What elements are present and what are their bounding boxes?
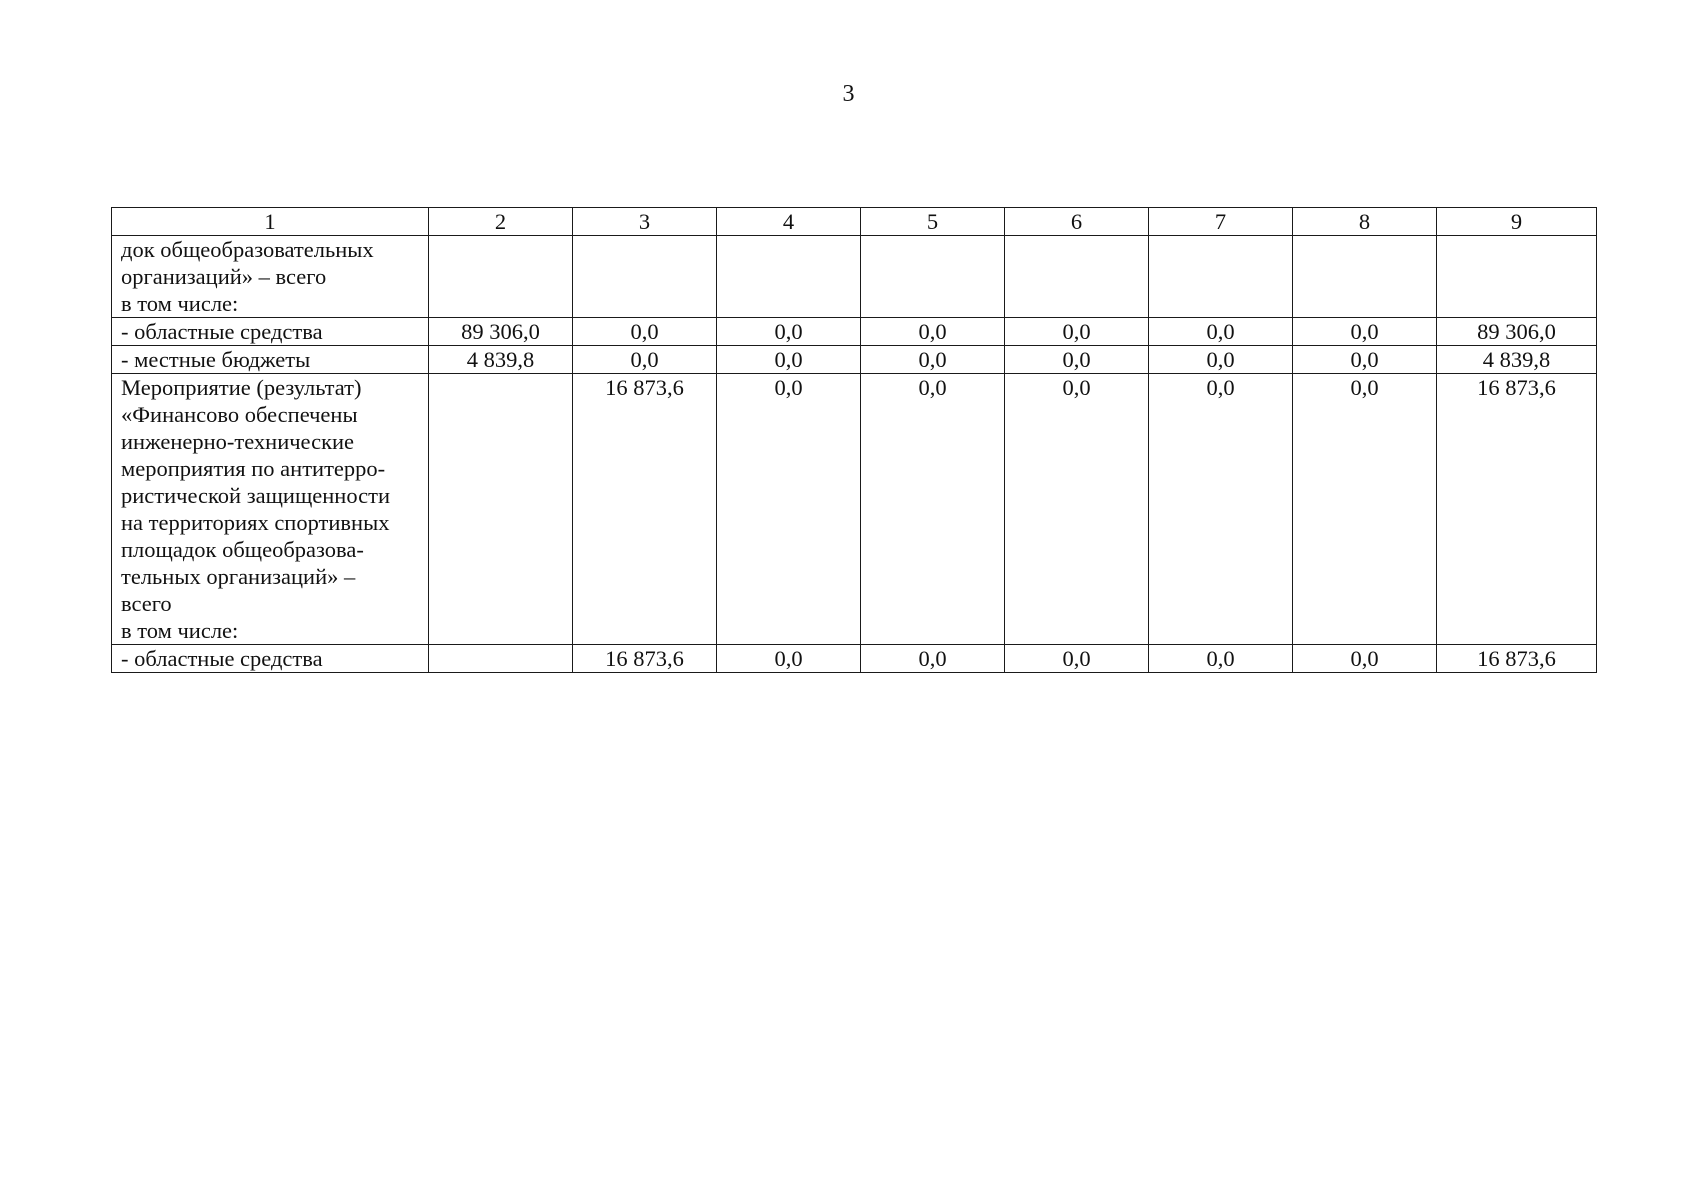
page-number: 3	[842, 81, 855, 107]
value-cell	[429, 645, 573, 673]
value-cell: 0,0	[861, 645, 1005, 673]
row-label-cell	[112, 318, 429, 346]
row-label-line: - областные средства	[121, 319, 323, 344]
row-label-line: мероприятия по антитерро-	[121, 456, 386, 481]
row-label-line: в том числе:	[121, 291, 239, 316]
value-cell	[1149, 236, 1293, 318]
budget-table	[111, 207, 1597, 673]
total-cell: 4 839,8	[1437, 346, 1597, 374]
value-cell: 0,0	[1005, 645, 1149, 673]
total-cell: 16 873,6	[1437, 645, 1597, 673]
table-row	[112, 318, 1597, 346]
total-cell: 16 873,6	[1437, 374, 1597, 645]
row-label-line: тельных организаций» –	[121, 564, 356, 589]
row-label-line: инженерно-технические	[121, 429, 355, 454]
table-row	[112, 374, 1597, 645]
row-label-line: док общеобразовательных	[121, 237, 374, 262]
value-cell: 4 839,8	[429, 346, 573, 374]
value-cell: 0,0	[861, 374, 1005, 645]
table-body	[112, 236, 1597, 673]
total-cell: 89 306,0	[1437, 318, 1597, 346]
value-cell: 89 306,0	[429, 318, 573, 346]
value-cell: 0,0	[717, 318, 861, 346]
value-cell	[1005, 236, 1149, 318]
value-cell	[1293, 236, 1437, 318]
row-label-line: ристической защищенности	[121, 483, 391, 508]
value-cell: 0,0	[861, 318, 1005, 346]
header-row	[112, 208, 1597, 236]
value-cell: 0,0	[1293, 645, 1437, 673]
value-cell: 0,0	[1005, 318, 1149, 346]
value-cell: 0,0	[1149, 374, 1293, 645]
value-cell: 0,0	[1293, 346, 1437, 374]
column-number-header: 9	[1437, 208, 1597, 236]
value-cell: 0,0	[573, 346, 717, 374]
row-label-cell	[112, 236, 429, 318]
value-cell: 0,0	[1293, 318, 1437, 346]
row-label-line: - областные средства	[121, 646, 323, 671]
table-row	[112, 346, 1597, 374]
column-number-header: 1	[112, 208, 429, 236]
column-number-header: 2	[429, 208, 573, 236]
row-label-line: организаций» – всего	[121, 264, 327, 289]
value-cell: 0,0	[573, 318, 717, 346]
column-number-header: 3	[573, 208, 717, 236]
column-number-header: 7	[1149, 208, 1293, 236]
table-row	[112, 236, 1597, 318]
value-cell: 0,0	[717, 374, 861, 645]
value-cell	[861, 236, 1005, 318]
value-cell: 0,0	[717, 645, 861, 673]
row-label-line: «Финансово обеспечены	[121, 402, 358, 427]
value-cell	[429, 374, 573, 645]
value-cell	[717, 236, 861, 318]
value-cell: 0,0	[1149, 318, 1293, 346]
value-cell: 0,0	[1149, 645, 1293, 673]
column-number-header: 6	[1005, 208, 1149, 236]
row-label-cell	[112, 346, 429, 374]
row-label-line: площадок общеобразова-	[121, 537, 364, 562]
value-cell: 0,0	[1005, 346, 1149, 374]
value-cell: 0,0	[717, 346, 861, 374]
column-number-header: 8	[1293, 208, 1437, 236]
value-cell: 0,0	[861, 346, 1005, 374]
value-cell: 16 873,6	[573, 645, 717, 673]
value-cell	[573, 236, 717, 318]
row-label-line: всего	[121, 591, 172, 616]
value-cell: 0,0	[1149, 346, 1293, 374]
row-label-cell	[112, 374, 429, 645]
row-label-cell	[112, 645, 429, 673]
total-cell	[1437, 236, 1597, 318]
value-cell: 16 873,6	[573, 374, 717, 645]
table-header	[112, 208, 1597, 236]
column-number-header: 5	[861, 208, 1005, 236]
row-label-line: - местные бюджеты	[121, 347, 311, 372]
value-cell	[429, 236, 573, 318]
column-number-header: 4	[717, 208, 861, 236]
row-label-line: в том числе:	[121, 618, 239, 643]
value-cell: 0,0	[1005, 374, 1149, 645]
row-label-line: Мероприятие (результат)	[121, 375, 362, 400]
value-cell: 0,0	[1293, 374, 1437, 645]
row-label-line: на территориях спортивных	[121, 510, 390, 535]
table-row	[112, 645, 1597, 673]
